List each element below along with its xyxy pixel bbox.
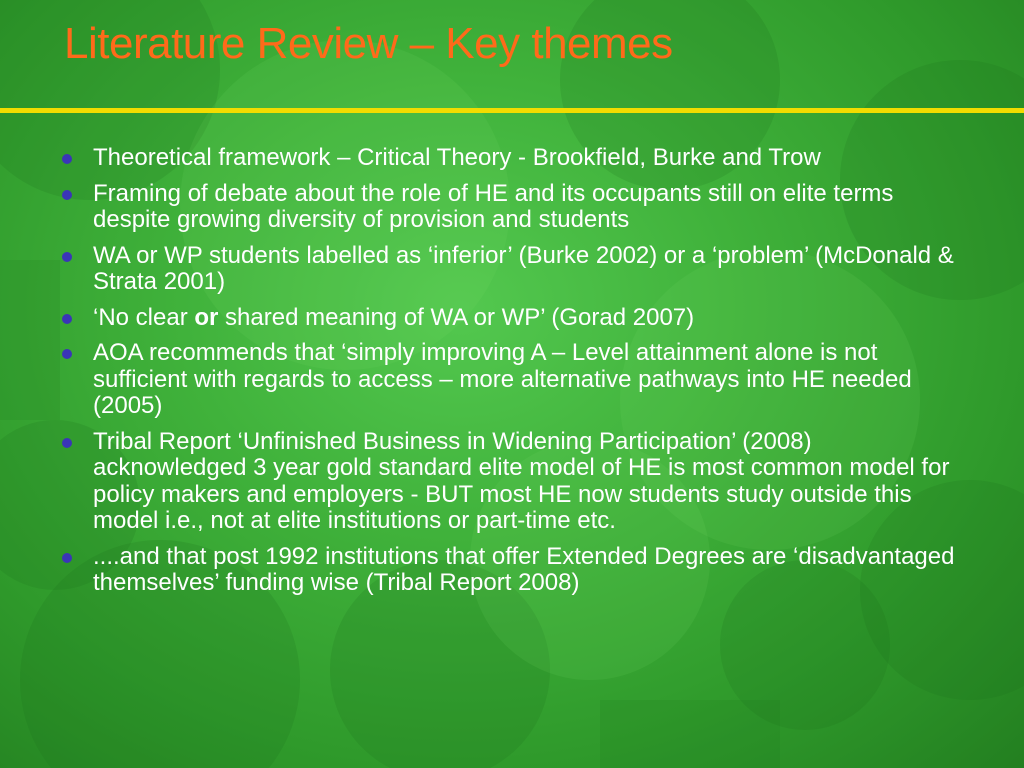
bullet-item xyxy=(62,145,967,172)
bullet-text-part: shared meaning of WA or WP’ (Gorad 2007) xyxy=(218,303,695,331)
bullet-marker-icon xyxy=(62,190,72,200)
bullet-text: Tribal Report ‘Unfinished Business in Widening Participation’ (2008) acknowledged 3 year gold standard elite model of HE is most common model for policy makers and employers - BUT most HE now students study outside this model i.e., not at elite institutions or part-time etc. xyxy=(93,427,950,534)
bullet-text: Theoretical framework – Critical Theory - Brookfield, Burke and Trow xyxy=(93,144,821,171)
bullet-marker-icon xyxy=(62,349,72,359)
bullet-text: ....and that post 1992 institutions that offer Extended Degrees are ‘disadvantaged themselves’ funding wise (Tribal Report 2008) xyxy=(93,542,955,596)
bullet-marker-icon xyxy=(62,438,72,448)
bullet-text: AOA recommends that ‘simply improving A – Level attainment alone is not sufficient with regards to access – more alternative pathways into HE needed (2005) xyxy=(93,339,912,419)
bullet-text xyxy=(93,304,694,331)
background-square xyxy=(0,260,60,420)
bullet-item xyxy=(62,429,967,535)
bullet-item xyxy=(62,181,967,234)
bullet-marker-icon xyxy=(62,553,72,563)
bullet-item xyxy=(62,243,967,296)
bullet-list xyxy=(62,145,967,606)
bullet-text: WA or WP students labelled as ‘inferior’ (Burke 2002) or a ‘problem’ (McDonald & Strata 2001) xyxy=(93,241,954,295)
bullet-text-bold: or xyxy=(194,303,219,331)
bullet-item xyxy=(62,340,967,420)
slide-title: Literature Review – Key themes xyxy=(64,19,673,68)
bullet-item xyxy=(62,544,967,597)
title-underline xyxy=(0,108,1024,113)
bullet-item xyxy=(62,305,967,332)
bullet-marker-icon xyxy=(62,154,72,164)
bullet-marker-icon xyxy=(62,252,72,262)
bullet-text-part: ‘No clear xyxy=(93,303,195,331)
background-square xyxy=(600,700,780,768)
bullet-text: Framing of debate about the role of HE and its occupants still on elite terms despite growing diversity of provision and students xyxy=(93,179,894,233)
bullet-marker-icon xyxy=(62,314,72,324)
